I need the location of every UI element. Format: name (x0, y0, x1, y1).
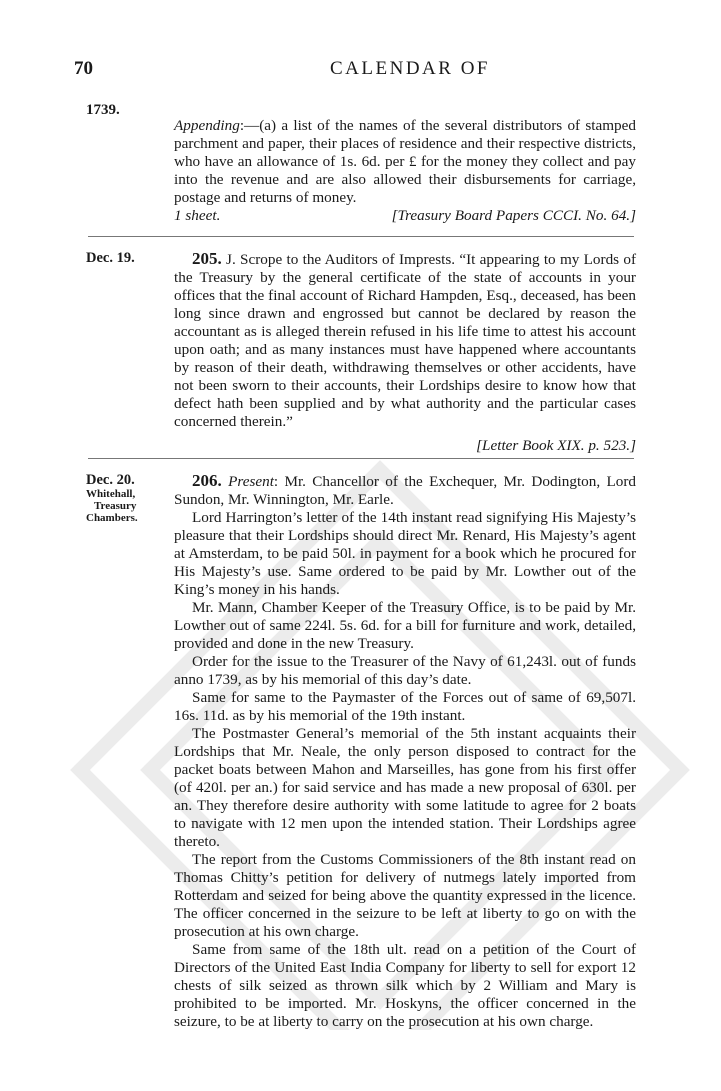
appending-label: Appending (174, 117, 240, 134)
entry-206-place-line: Chambers. (86, 512, 138, 524)
entry-205-text: J. Scrope to the Auditors of Imprests. “It appearing to my Lords of the Treasury by the general certificate of the state of accounts in your offices that the final account of Richard Hampden, Esq., deceased, has been long since drawn and engrossed but cannot be declared by reason the accountant as is alleged therein refused in his life time to attest his account upon oath; and as many instances must have happened where accountants by reason of their death, withdrawing themselves or other accidents, have not been sworn to their accounts, their Lordships desire to know how that defect hath been supplied and by what authority and the particular cases concerned therein.” (174, 251, 637, 430)
section-divider (88, 458, 634, 459)
entry-205-number: 205. (192, 249, 222, 268)
entry-206-paragraph: The report from the Customs Commissioners of the 8th instant read on Thomas Chitty’s petition for delivery of nutmegs lately imported from Rotterdam and seized for being above the quantity expressed in the licence. The officer concerned in the seizure to be left at liberty to go on with the prosecution at his own charge. (174, 851, 636, 940)
running-title: CALENDAR OF (330, 58, 490, 79)
appending-source: [Treasury Board Papers CCCI. No. 64.] (391, 207, 636, 224)
entry-206-date: Dec. 20. (86, 472, 135, 488)
entry-206-place (86, 488, 154, 524)
entry-206-paragraph: Same for same to the Paymaster of the Forces out of same of 69,507l. 16s. 11d. as by his memorial of the 19th instant. (174, 689, 636, 724)
page-header (0, 56, 721, 86)
entry-206-paragraph: Order for the issue to the Treasurer of the Navy of 61,243l. out of funds anno 1739, as by his memorial of this day’s date. (174, 653, 636, 688)
appending-source-line (174, 207, 636, 225)
entry-206-paragraph: Lord Harrington’s letter of the 14th instant read signifying His Majesty’s pleasure that their Lordships should direct Mr. Renard, His Majesty’s agent at Amsterdam, to be paid 50l. in payment for a book which he procured for His Majesty’s use. Same ordered to be paid by Mr. Lowther out of the King’s money in his hands. (174, 509, 636, 598)
appending-block (174, 117, 636, 225)
page-number: 70 (74, 58, 93, 79)
entry-205 (174, 250, 636, 455)
entry-206-paragraph: The Postmaster General’s memorial of the 5th instant acquaints their Lordships that Mr. Neale, the only person disposed to contract for the packet boats between Mahon and Marseilles, has gone from his first offer (of 420l. per an.) for said service and has made a new proposal of 630l. per an. They therefore desire authority with some latitude to agree for 2 boats to navigate with 12 men upon the intended station. Their Lordships agree thereto. (174, 725, 636, 850)
entry-206 (174, 472, 636, 1031)
entry-206-paragraph: Mr. Mann, Chamber Keeper of the Treasury Office, is to be paid by Mr. Lowther out of same 224l. 5s. 6d. for a bill for furniture and work, detailed, provided and done in the new Treasury. (174, 599, 636, 652)
entry-205-date: Dec. 19. (86, 250, 135, 266)
entry-206-number: 206. (192, 471, 222, 490)
present-text: : Mr. Chancellor of the Exchequer, Mr. Dodington, Lord Sundon, Mr. Winnington, Mr. Earle. (174, 473, 636, 508)
entry-206-place-line: Whitehall, (86, 488, 136, 500)
section-divider (88, 236, 634, 237)
year-margin: 1739. (86, 102, 120, 118)
entry-205-source: [Letter Book XIX. p. 523.] (476, 437, 636, 454)
entry-206-place-line: Treasury (94, 500, 137, 512)
appending-sheet: 1 sheet. (174, 207, 221, 224)
present-label: Present (228, 473, 274, 490)
entry-206-paragraph: Same from same of the 18th ult. read on a petition of the Court of Directors of the United East India Company for liberty to sell for export 12 chests of silk seized as thrown silk which by 2 William and Mary is prohibited to be imported. Mr. Hoskyns, the officer concerned in the seizure, to be at liberty to carry on the prosecution at his own charge. (174, 941, 636, 1030)
appending-text: :—(a) a list of the names of the several distributors of stamped parchment and paper, their places of residence and their respective districts, who have an allowance of 1s. 6d. per £ for the money they collect and pay into the revenue and are also allowed their disbursements for carriage, postage and returns of money. (174, 117, 636, 206)
